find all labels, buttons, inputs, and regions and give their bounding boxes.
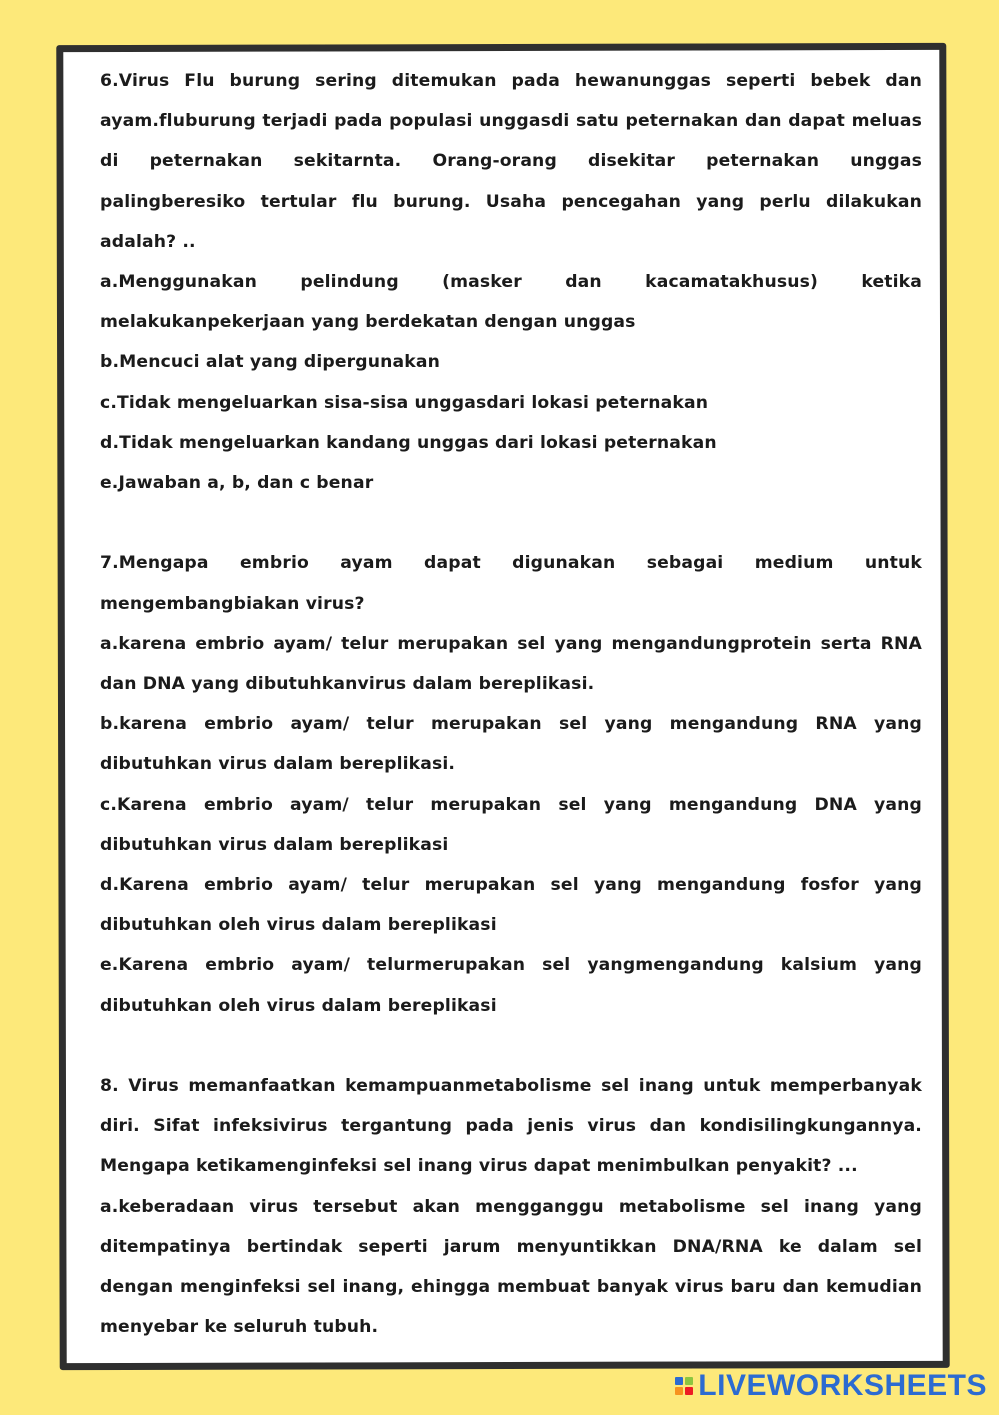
question-6-option-d: d.Tidak mengeluarkan kandang unggas dari lokasi peternakan [100, 432, 717, 453]
question-6-option-e: e.Jawaban a, b, dan c benar [100, 473, 374, 494]
question-7-option-d: d.Karena embrio ayam/ telur merupakan sel yang mengandung fosfor yang dibutuhkan oleh virus dalam bereplikasi [100, 875, 922, 936]
spacer [100, 503, 922, 543]
question-6-option-a: a.Menggunakan pelindung (masker dan kacamatakhusus) ketika melakukanpekerjaan yang berdekatan dengan unggas [100, 272, 922, 333]
liveworksheets-logo-icon [675, 1377, 693, 1395]
question-6-option-c: c.Tidak mengeluarkan sisa-sisa unggasdari lokasi peternakan [100, 392, 709, 413]
question-6-option-b: b.Mencuci alat yang dipergunakan [100, 352, 440, 373]
spacer [100, 1026, 922, 1066]
question-7-option-a: a.karena embrio ayam/ telur merupakan sel yang mengandungprotein serta RNA dan DNA yang dibutuhkanvirus dalam bereplikasi. [100, 633, 922, 695]
worksheet-content [100, 61, 922, 1347]
question-7-option-e: e.Karena embrio ayam/ telurmerupakan sel yangmengandung kalsium yang dibutuhkan oleh virus dalam bereplikasi [100, 955, 922, 1016]
liveworksheets-brand[interactable] [675, 1371, 987, 1401]
logo-square-3 [675, 1387, 683, 1395]
logo-square-4 [685, 1387, 693, 1395]
logo-square-2 [685, 1377, 693, 1385]
question-8-option-a: a.keberadaan virus tersebut akan mengganggu metabolisme sel inang yang ditempatinya bertindak seperti jarum menyuntikkan DNA/RNA ke dalam sel dengan menginfeksi sel inang, ehingga membuat banyak virus baru dan kemudian menyebar ke seluruh tubuh. [100, 1196, 922, 1338]
logo-square-1 [675, 1377, 683, 1385]
question-6-stem: 6.Virus Flu burung sering ditemukan pada hewanunggas seperti bebek dan ayam.fluburung terjadi pada populasi unggasdi satu peternakan dan dapat meluas di peternakan sekitarnta. Orang-orang disekitar peternakan unggas palingberesiko tertular flu burung. Usaha pencegahan yang perlu dilakukan adalah? .. [100, 71, 922, 252]
question-8-stem: 8. Virus memanfaatkan kemampuanmetabolisme sel inang untuk memperbanyak diri. Sifat infeksivirus tergantung pada jenis virus dan kondisilingkungannya. Mengapa ketikamenginfeksi sel inang virus dapat menimbulkan penyakit? ... [100, 1076, 922, 1177]
brand-name: LIVEWORKSHEETS [698, 1369, 987, 1402]
question-7-option-b: b.karena embrio ayam/ telur merupakan sel yang mengandung RNA yang dibutuhkan virus dalam bereplikasi. [100, 714, 922, 775]
question-7-option-c: c.Karena embrio ayam/ telur merupakan sel yang mengandung DNA yang dibutuhkan virus dalam bereplikasi [100, 794, 922, 855]
question-7-stem: 7.Mengapa embrio ayam dapat digunakan sebagai medium untuk mengembangbiakan virus? [100, 553, 922, 614]
